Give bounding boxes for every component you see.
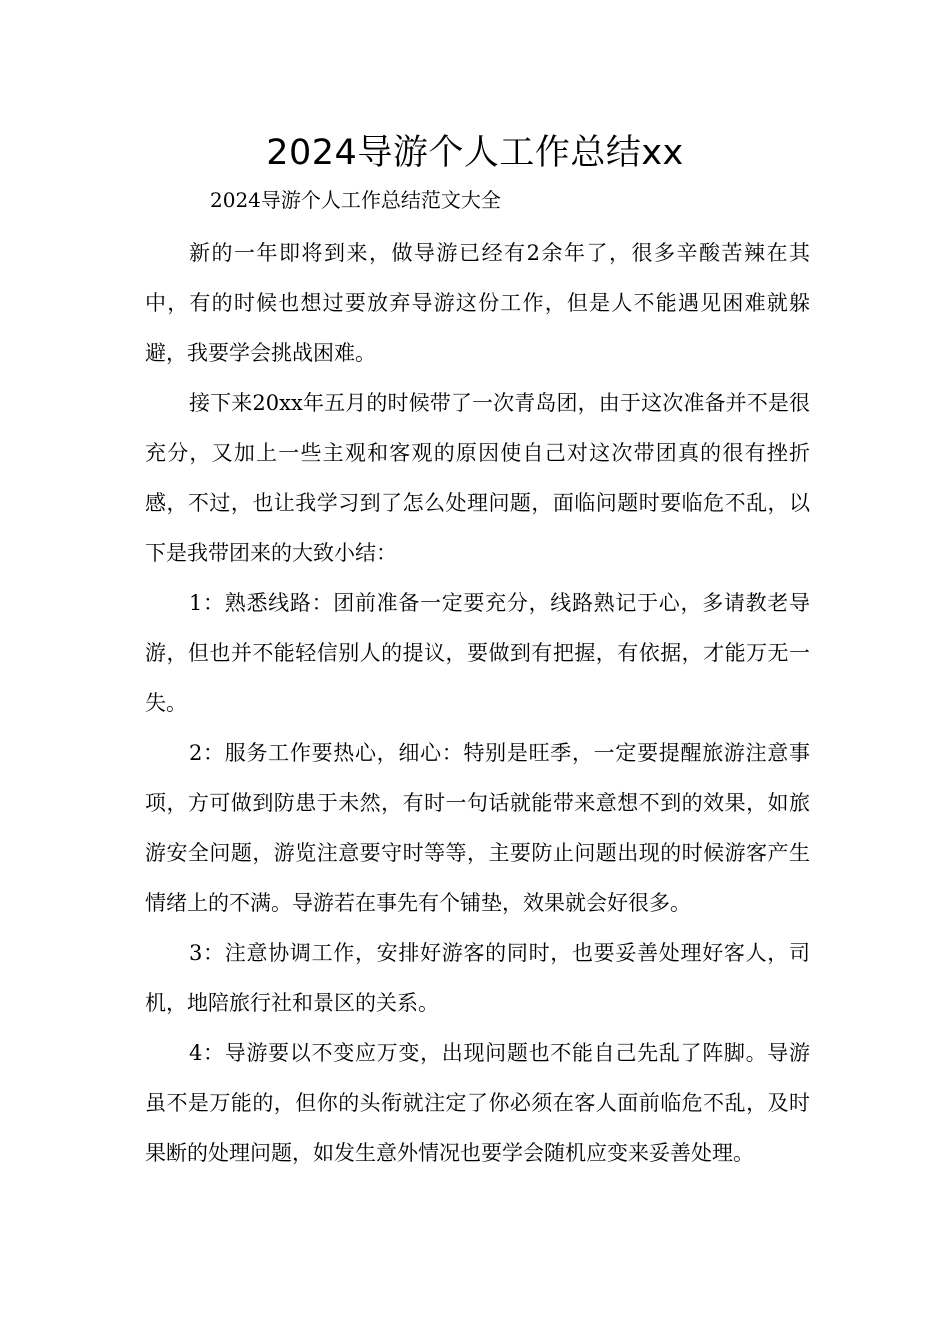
paragraph-qingdao-tour: 接下来20xx年五月的时候带了一次青岛团，由于这次准备并不是很充分，又加上一些主观和客观的原因使自己对这次带团真的很有挫折感，不过，也让我学习到了怎么处理问题，面临问题时要临危不乱，以下是我带团来的大致小结：: [145, 391, 810, 565]
paragraph-point-3: 3：注意协调工作，安排好游客的同时，也要妥善处理好客人，司机，地陪旅行社和景区的关系。: [145, 941, 810, 1015]
document-title: 2024导游个人工作总结xx: [266, 133, 684, 173]
paragraph-point-4: 4：导游要以不变应万变，出现问题也不能自己先乱了阵脚。导游虽不是万能的，但你的头衔就注定了你必须在客人面前临危不乱，及时果断的处理问题，如发生意外情况也要学会随机应变来妥善处理。: [145, 1041, 810, 1165]
document-subtitle: 2024导游个人工作总结范文大全: [210, 188, 501, 212]
document-body: [145, 228, 810, 1178]
paragraph-point-2: 2：服务工作要热心，细心：特别是旺季，一定要提醒旅游注意事项，方可做到防患于未然，有时一句话就能带来意想不到的效果，如旅游安全问题，游览注意要守时等等，主要防止问题出现的时候游客产生情绪上的不满。导游若在事先有个铺垫，效果就会好很多。: [145, 741, 810, 915]
paragraph-intro: 新的一年即将到来，做导游已经有2余年了，很多辛酸苦辣在其中，有的时候也想过要放弃导游这份工作，但是人不能遇见困难就躲避，我要学会挑战困难。: [145, 241, 810, 365]
paragraph-point-1: 1：熟悉线路：团前准备一定要充分，线路熟记于心，多请教老导游，但也并不能轻信别人的提议，要做到有把握，有依据，才能万无一失。: [145, 591, 810, 715]
